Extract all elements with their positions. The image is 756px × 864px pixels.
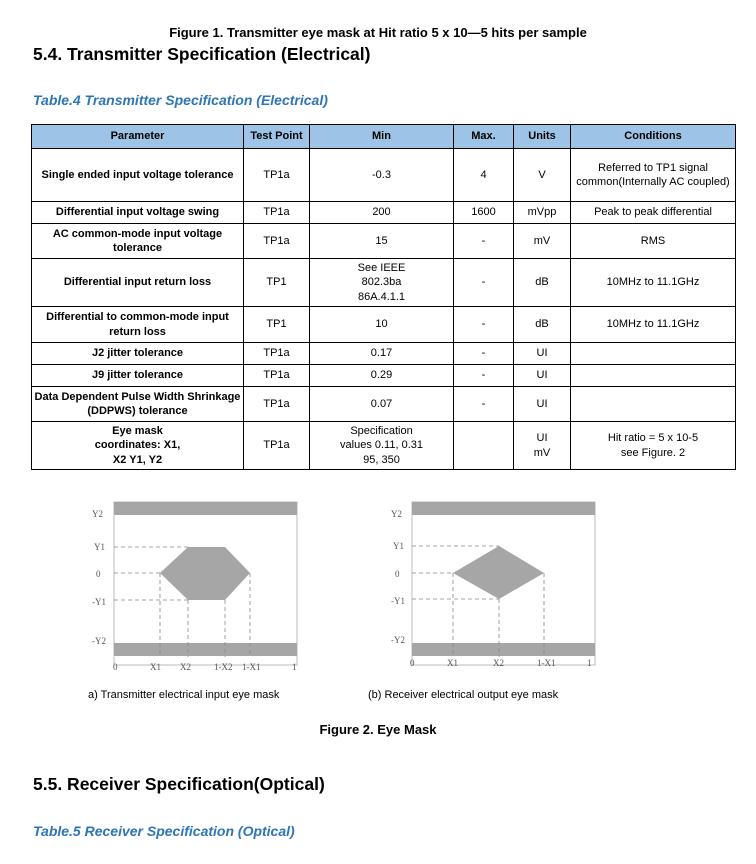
- cell-min: -0.3: [310, 149, 454, 202]
- cell-test-point: TP1a: [244, 224, 310, 259]
- x-label: 0: [410, 658, 415, 668]
- table-row: [32, 422, 736, 470]
- figure1-caption: Figure 1. Transmitter eye mask at Hit ratio 5 x 10—5 hits per sample: [169, 25, 587, 40]
- cell-test-point: TP1a: [244, 365, 310, 387]
- cell-units: dB: [514, 259, 571, 307]
- x-label: 1-X1: [242, 662, 261, 672]
- cell-conditions: [571, 343, 736, 365]
- cell-units: UI mV: [514, 422, 571, 470]
- cell-max: 4: [454, 149, 514, 202]
- figure2-caption: Figure 2. Eye Mask: [319, 722, 437, 737]
- header-units: Units: [514, 125, 571, 149]
- cell-units: UI: [514, 365, 571, 387]
- cell-max: -: [454, 343, 514, 365]
- cell-parameter: AC common-mode input voltage tolerance: [32, 224, 244, 259]
- upper-mask-band: [412, 502, 595, 515]
- cell-test-point: TP1: [244, 307, 310, 343]
- y-label: Y1: [94, 542, 105, 552]
- cell-max: -: [454, 224, 514, 259]
- cell-min: Specification values 0.11, 0.31 95, 350: [310, 422, 454, 470]
- cell-parameter: J2 jitter tolerance: [32, 343, 244, 365]
- cell-units: dB: [514, 307, 571, 343]
- cell-conditions: [571, 387, 736, 422]
- lower-mask-band: [114, 643, 297, 656]
- transmitter-eye-mask-diagram: [80, 495, 310, 680]
- cell-max: -: [454, 365, 514, 387]
- y-label: -Y1: [391, 596, 405, 606]
- table5-caption: Table.5 Receiver Specification (Optical): [33, 823, 295, 839]
- cell-conditions: [571, 365, 736, 387]
- cell-units: mVpp: [514, 202, 571, 224]
- y-label: Y1: [393, 541, 404, 551]
- table4-caption: Table.4 Transmitter Specification (Electrical): [33, 92, 328, 108]
- cell-parameter: Differential to common-mode input return loss: [32, 307, 244, 343]
- y-label: Y2: [92, 509, 103, 519]
- cell-parameter: Eye mask coordinates: X1, X2 Y1, Y2: [32, 422, 244, 470]
- x-label: 1-X1: [537, 658, 556, 668]
- cell-test-point: TP1a: [244, 387, 310, 422]
- upper-mask-band: [114, 502, 297, 515]
- cell-test-point: TP1a: [244, 149, 310, 202]
- cell-conditions: 10MHz to 11.1GHz: [571, 307, 736, 343]
- x-label: 1: [292, 662, 297, 672]
- cell-max: [454, 422, 514, 470]
- receiver-eye-mask-diagram: [378, 495, 608, 680]
- y-label: 0: [96, 569, 101, 579]
- table-row: [32, 387, 736, 422]
- table-row: [32, 343, 736, 365]
- cell-min: 0.29: [310, 365, 454, 387]
- cell-conditions: 10MHz to 11.1GHz: [571, 259, 736, 307]
- x-label: X1: [447, 658, 458, 668]
- cell-max: -: [454, 387, 514, 422]
- table-row: [32, 149, 736, 202]
- table-row: [32, 224, 736, 259]
- cell-test-point: TP1a: [244, 422, 310, 470]
- cell-parameter: Differential input voltage swing: [32, 202, 244, 224]
- eye-mask-hexagon: [160, 547, 250, 600]
- y-label: -Y1: [92, 597, 106, 607]
- cell-units: V: [514, 149, 571, 202]
- y-label: -Y2: [92, 636, 106, 646]
- eye-mask-diamond: [453, 546, 544, 599]
- diagram-b-caption: (b) Receiver electrical output eye mask: [368, 689, 559, 701]
- cell-min: 10: [310, 307, 454, 343]
- cell-min: 0.07: [310, 387, 454, 422]
- transmitter-spec-table: [31, 124, 736, 470]
- table-row: [32, 307, 736, 343]
- cell-max: -: [454, 259, 514, 307]
- header-min: Min: [310, 125, 454, 149]
- cell-max: 1600: [454, 202, 514, 224]
- x-label: 1: [587, 658, 592, 668]
- cell-max: -: [454, 307, 514, 343]
- cell-units: UI: [514, 387, 571, 422]
- x-label: X2: [493, 658, 504, 668]
- diagram-a-caption: a) Transmitter electrical input eye mask: [88, 689, 280, 701]
- cell-test-point: TP1a: [244, 343, 310, 365]
- cell-conditions: RMS: [571, 224, 736, 259]
- cell-conditions: Peak to peak differential: [571, 202, 736, 224]
- x-label: X2: [180, 662, 191, 672]
- cell-conditions: Hit ratio = 5 x 10-5 see Figure. 2: [571, 422, 736, 470]
- header-max: Max.: [454, 125, 514, 149]
- header-parameter: Parameter: [32, 125, 244, 149]
- cell-min: See IEEE 802.3ba 86A.4.1.1: [310, 259, 454, 307]
- cell-parameter: J9 jitter tolerance: [32, 365, 244, 387]
- section-5-4-heading: 5.4. Transmitter Specification (Electrical): [33, 44, 371, 64]
- cell-parameter: Differential input return loss: [32, 259, 244, 307]
- table-header-row: [32, 125, 736, 149]
- table-row: [32, 259, 736, 307]
- x-label: X1: [150, 662, 161, 672]
- header-conditions: Conditions: [571, 125, 736, 149]
- cell-parameter: Data Dependent Pulse Width Shrinkage (DDPWS) tolerance: [32, 387, 244, 422]
- section-5-5-heading: 5.5. Receiver Specification(Optical): [33, 774, 325, 794]
- cell-conditions: Referred to TP1 signal common(Internally AC coupled): [571, 149, 736, 202]
- cell-min: 0.17: [310, 343, 454, 365]
- cell-parameter: Single ended input voltage tolerance: [32, 149, 244, 202]
- cell-units: mV: [514, 224, 571, 259]
- table-row: [32, 202, 736, 224]
- y-label: 0: [395, 569, 400, 579]
- cell-test-point: TP1a: [244, 202, 310, 224]
- lower-mask-band: [412, 643, 595, 656]
- cell-min: 200: [310, 202, 454, 224]
- header-test-point: Test Point: [244, 125, 310, 149]
- y-label: Y2: [391, 509, 402, 519]
- x-label: 1-X2: [214, 662, 233, 672]
- table-row: [32, 365, 736, 387]
- cell-test-point: TP1: [244, 259, 310, 307]
- cell-min: 15: [310, 224, 454, 259]
- cell-units: UI: [514, 343, 571, 365]
- x-label: 0: [113, 662, 118, 672]
- y-label: -Y2: [391, 635, 405, 645]
